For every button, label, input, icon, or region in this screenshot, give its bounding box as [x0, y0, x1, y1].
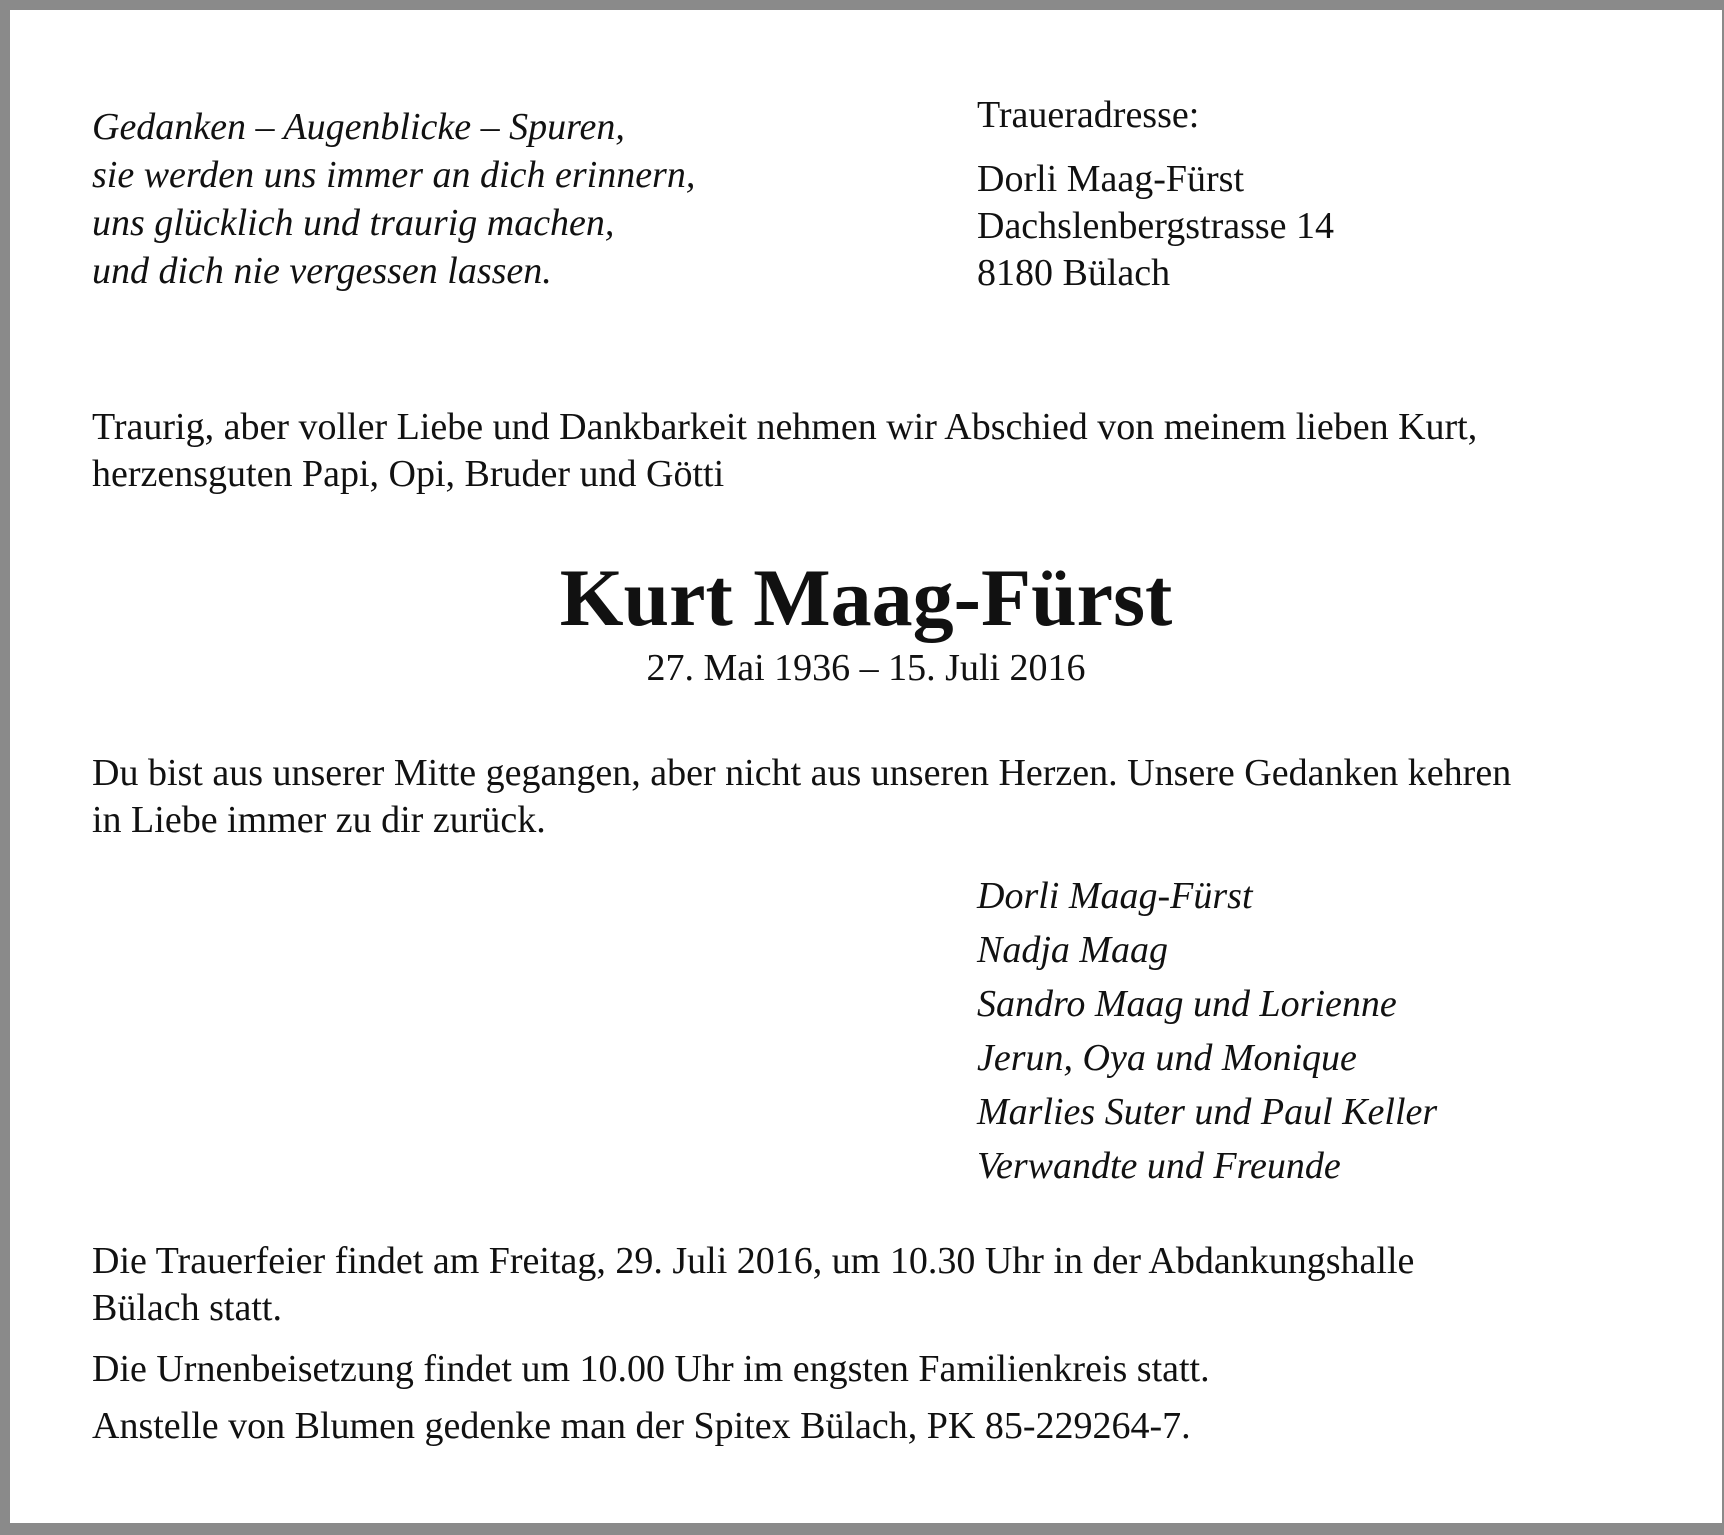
poem — [92, 103, 695, 295]
mourner-name: Jerun, Oya und Monique — [977, 1037, 1357, 1079]
address-city: 8180 Bülach — [977, 252, 1171, 294]
poem-line: uns glücklich und traurig machen, — [92, 202, 615, 244]
life-dates: 27. Mai 1936 – 15. Juli 2016 — [646, 647, 1086, 689]
intro-line: Traurig, aber voller Liebe und Dankbarkeit nehmen wir Abschied von meinem lieben Kurt, — [92, 406, 1478, 448]
poem-line: sie werden uns immer an dich erinnern, — [92, 154, 696, 196]
address-street: Dachslenbergstrasse 14 — [977, 205, 1335, 247]
mourner-name: Marlies Suter und Paul Keller — [977, 1091, 1438, 1133]
deceased-name: Kurt Maag-Fürst — [559, 552, 1173, 643]
mourners-list — [977, 869, 1437, 1193]
intro-line: herzensguten Papi, Opi, Bruder und Götti — [92, 453, 725, 495]
funeral-line: Die Trauerfeier findet am Freitag, 29. Juli 2016, um 10.30 Uhr in der Abdankungshalle — [92, 1240, 1415, 1282]
mourner-name: Verwandte und Freunde — [977, 1145, 1341, 1187]
mourner-name: Sandro Maag und Lorienne — [977, 983, 1397, 1025]
address-label: Traueradresse: — [977, 94, 1200, 136]
poem-line: und dich nie vergessen lassen. — [92, 250, 552, 292]
urn-burial-info — [92, 1346, 1652, 1393]
address-name: Dorli Maag-Fürst — [977, 158, 1245, 200]
donation-info — [92, 1403, 1652, 1450]
obituary-page — [10, 10, 1722, 1523]
intro-paragraph — [92, 404, 1652, 498]
memory-line: in Liebe immer zu dir zurück. — [92, 799, 546, 841]
donation-line: Anstelle von Blumen gedenke man der Spitex Bülach, PK 85-229264-7. — [92, 1405, 1191, 1447]
funeral-line: Bülach statt. — [92, 1287, 282, 1329]
mourning-address — [977, 92, 1334, 297]
mourner-name: Dorli Maag-Fürst — [977, 875, 1253, 917]
poem-line: Gedanken – Augenblicke – Spuren, — [92, 106, 625, 148]
urn-burial-line: Die Urnenbeisetzung findet um 10.00 Uhr im engsten Familienkreis statt. — [92, 1348, 1210, 1390]
funeral-info — [92, 1238, 1652, 1332]
mourner-name: Nadja Maag — [977, 929, 1169, 971]
memory-line: Du bist aus unserer Mitte gegangen, aber nicht aus unseren Herzen. Unsere Gedanken kehren — [92, 752, 1512, 794]
memory-paragraph — [92, 750, 1652, 844]
